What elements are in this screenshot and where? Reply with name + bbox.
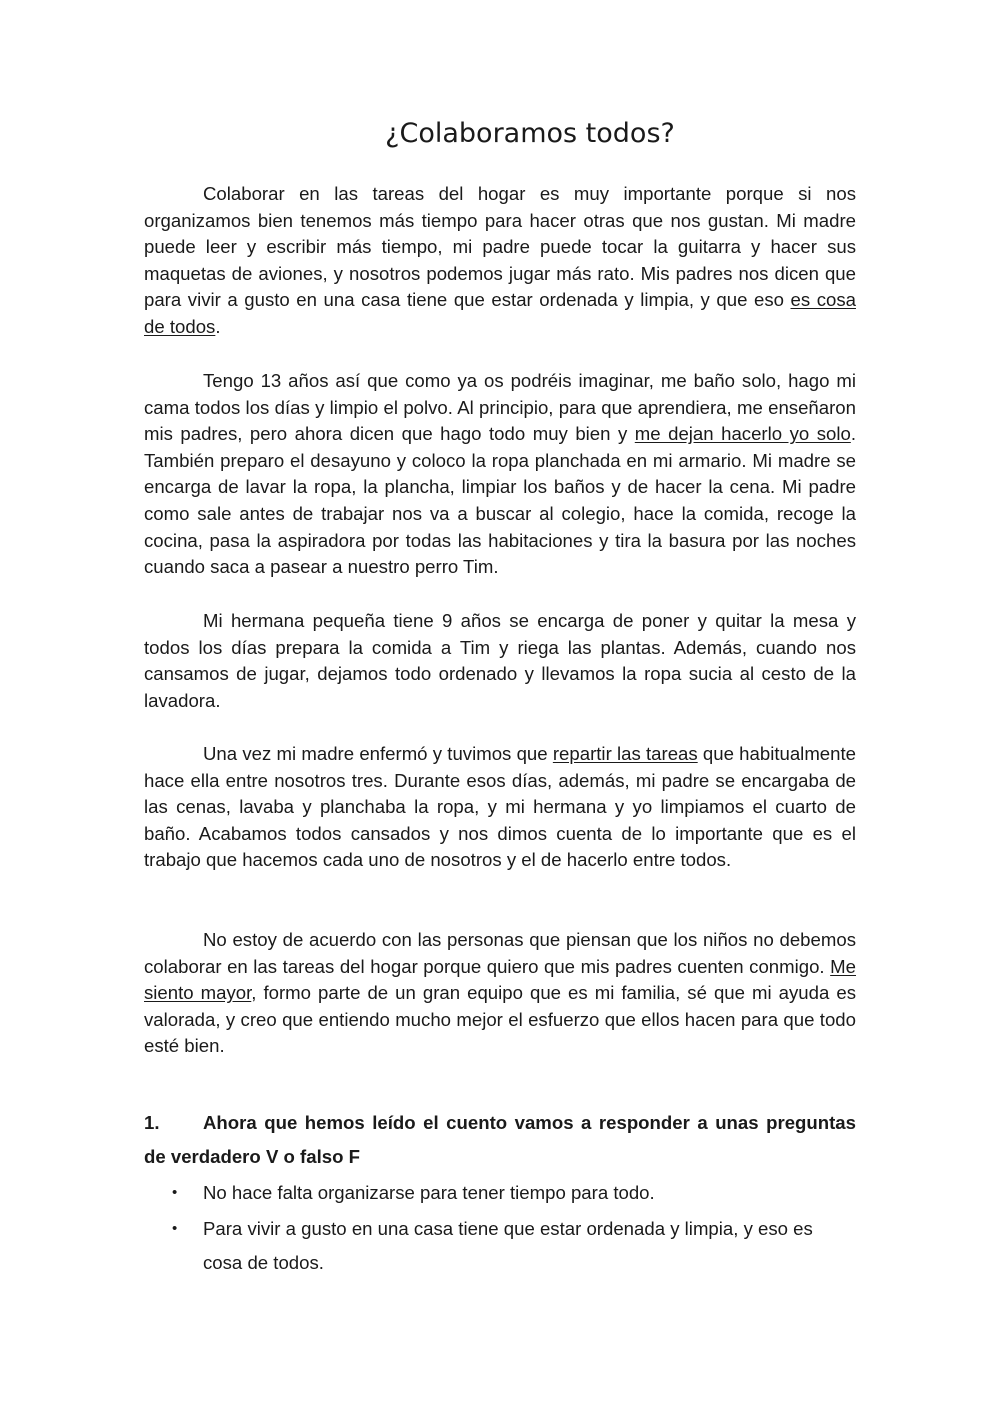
paragraph-text: . También preparo el desayuno y coloco la ropa planchada en mi armario. Mi madre se encarga de lavar la ropa, la plancha, limpiar los baños y de hacer la cena. Mi padre como sale antes de trabajar nos va a buscar al colegio, hace la comida, recoge la cocina, pasa la aspiradora por todas las habitaciones y tira la basura por las noches cuando saca a pasear a nuestro perro Tim.: [144, 423, 856, 578]
paragraph-text: Colaborar en las tareas del hogar es muy importante porque si nos organizamos bien tenemos más tiempo para hacer otras que nos gustan. Mi madre puede leer y escribir más tiempo, mi padre puede tocar la guitarra y hacer sus maquetas de aviones, y nosotros podemos jugar más rato. Mis padres nos dicen que para vivir a gusto en una casa tiene que estar ordenada y limpia, y que eso: [144, 183, 856, 311]
list-item: [144, 1176, 856, 1210]
paragraph-text: Una vez mi madre enfermó y tuvimos que: [203, 743, 553, 764]
bullet-icon: •: [172, 1184, 178, 1201]
underlined-phrase: repartir las tareas: [552, 743, 698, 764]
question-number: 1.: [144, 1112, 160, 1133]
paragraph-text: Tengo 13 años así que como ya os podréis imaginar, me baño solo, hago mi cama todos los días y limpio el polvo. Al principio, para que aprendiera, me enseñaron mis padres, pero ahora dicen que hago todo muy bien y: [144, 370, 856, 445]
question-prompt: Ahora que hemos leído el cuento vamos a responder a unas preguntas de verdadero V o falso F: [144, 1112, 856, 1167]
statement-text: No hace falta organizarse para tener tiempo para todo.: [203, 1182, 655, 1203]
story-paragraph: [144, 927, 856, 1060]
underlined-phrase: Me siento mayor: [144, 955, 856, 1004]
bullet-icon: •: [172, 1220, 178, 1237]
paragraph-text: Mi hermana pequeña tiene 9 años se encarga de poner y quitar la mesa y todos los días prepara la comida a Tim y riega las plantas. Además, cuando nos cansamos de jugar, dejamos todo ordenado y llevamos la ropa sucia al cesto de la lavadora.: [144, 610, 856, 711]
underlined-phrase: es cosa de todos: [144, 289, 856, 337]
underlined-phrase: me dejan hacerlo yo solo: [634, 423, 851, 445]
list-item: [144, 1212, 856, 1280]
exercise-question: [144, 1106, 856, 1174]
paragraph-text: que habitualmente hace ella entre nosotros tres. Durante esos días, además, mi padre se encargaba de las cenas, lavaba y planchaba la ropa, y mi hermana y yo limpiamos el cuarto de baño. Acabamos todos cansados y nos dimos cuenta de lo importante que es el trabajo que hacemos cada uno de nosotros y el de hacerlo entre todos.: [144, 743, 856, 871]
paragraph-text: No estoy de acuerdo con las personas que piensan que los niños no debemos colaborar en las tareas del hogar porque quiero que mis padres cuenten conmigo.: [144, 929, 856, 977]
story-paragraph: [144, 181, 856, 341]
story-paragraph: [144, 368, 856, 581]
true-false-list: [144, 1176, 856, 1282]
story-paragraph: [144, 741, 856, 874]
page-title: ¿Colaboramos todos?: [385, 118, 675, 149]
paragraph-text: , formo parte de un gran equipo que es mi familia, sé que mi ayuda es valorada, y creo que entiendo mucho mejor el esfuerzo que ellos hacen para que todo esté bien.: [144, 982, 856, 1057]
story-paragraph: [144, 608, 856, 714]
paragraph-text: .: [215, 315, 221, 337]
statement-text: Para vivir a gusto en una casa tiene que estar ordenada y limpia, y eso es cosa de todos.: [203, 1218, 813, 1273]
